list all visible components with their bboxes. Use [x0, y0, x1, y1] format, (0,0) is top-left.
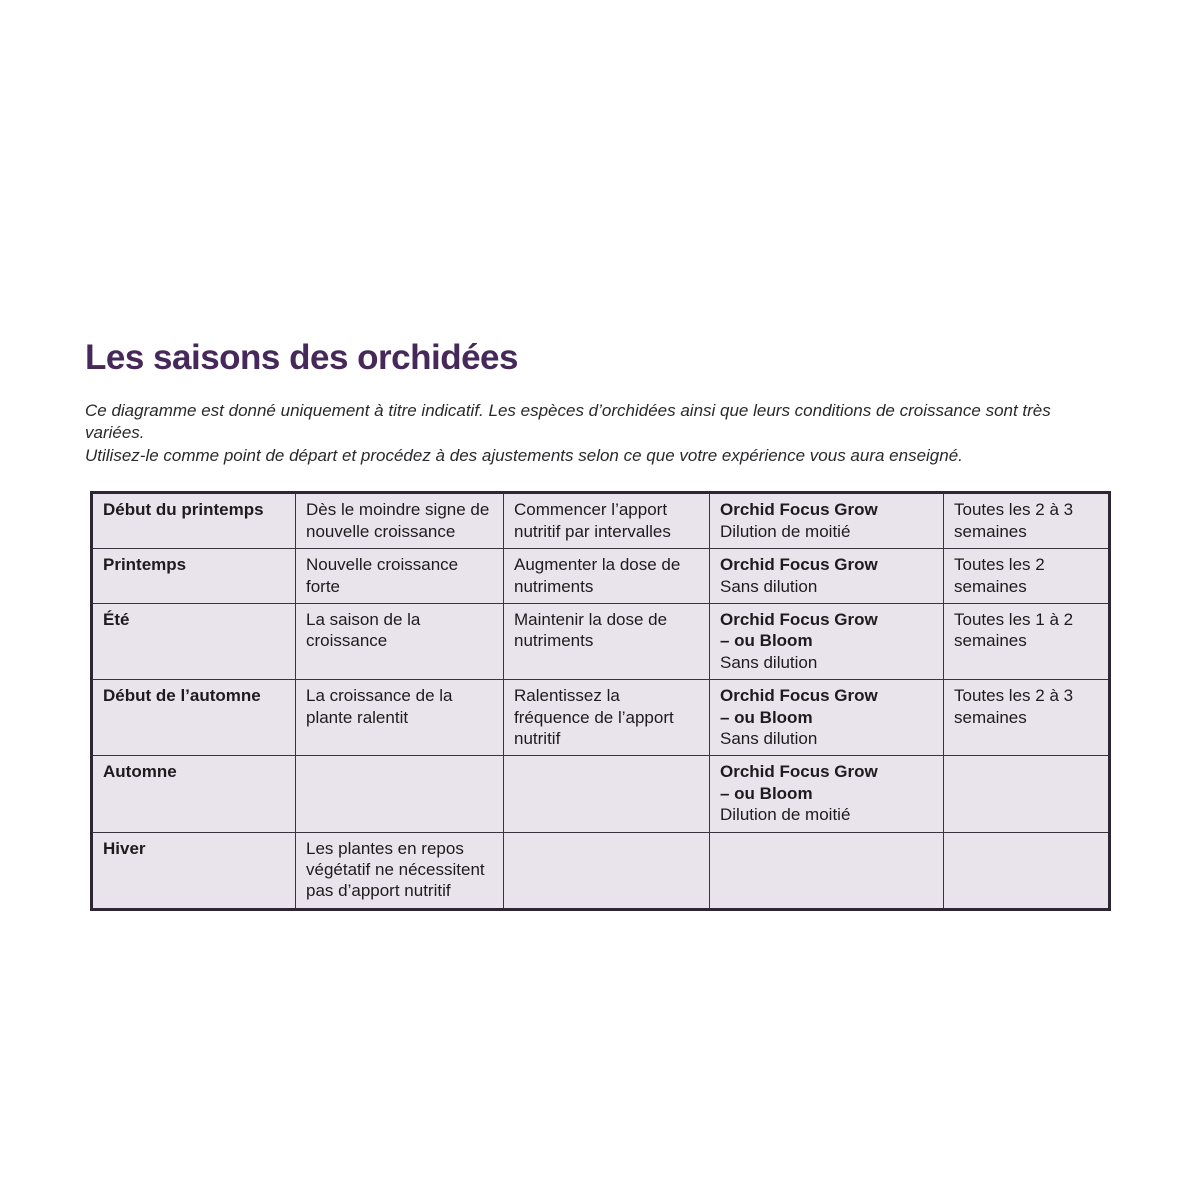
frequency-cell: Toutes les 2 à 3 semaines: [944, 493, 1110, 549]
product-cell: [710, 603, 944, 679]
action-cell: Ralentissez la fréquence de l’apport nutritif: [504, 680, 710, 756]
season-cell: Printemps: [92, 549, 296, 604]
action-cell: Commencer l’apport nutritif par intervalles: [504, 493, 710, 549]
action-cell: [504, 756, 710, 832]
signs-cell: La saison de la croissance: [296, 603, 504, 679]
signs-cell: Les plantes en repos végétatif ne nécessitent pas d’apport nutritif: [296, 832, 504, 909]
signs-cell: Dès le moindre signe de nouvelle croissance: [296, 493, 504, 549]
intro-paragraph: [85, 400, 1108, 467]
product-name: Orchid Focus Grow: [720, 609, 878, 629]
table-row: [92, 493, 1110, 549]
table-row: [92, 756, 1110, 832]
page-title: Les saisons des orchidées: [85, 338, 518, 377]
product-alt: – ou Bloom: [720, 783, 813, 803]
frequency-cell: Toutes les 2 semaines: [944, 549, 1110, 604]
product-name: Orchid Focus Grow: [720, 500, 878, 520]
season-cell: Automne: [92, 756, 296, 832]
action-cell: Maintenir la dose de nutriments: [504, 603, 710, 679]
orchid-seasons-table: [90, 491, 1111, 911]
product-cell: [710, 680, 944, 756]
action-cell: Augmenter la dose de nutriments: [504, 549, 710, 604]
frequency-cell: [944, 756, 1110, 832]
product-cell: [710, 493, 944, 549]
signs-cell: [296, 756, 504, 832]
intro-line-1: Ce diagramme est donné uniquement à titre indicatif. Les espèces d’orchidées ainsi que leurs conditions de croissance sont très variées.: [85, 401, 1051, 443]
intro-line-2: Utilisez-le comme point de départ et procédez à des ajustements selon ce que votre expérience vous aura enseigné.: [85, 445, 963, 465]
product-alt: – ou Bloom: [720, 631, 813, 651]
dilution-note: Dilution de moitié: [720, 805, 851, 825]
season-cell: Début de l’automne: [92, 680, 296, 756]
table-row: [92, 680, 1110, 756]
product-name: Orchid Focus Grow: [720, 555, 878, 575]
dilution-note: Sans dilution: [720, 576, 818, 596]
table-row: [92, 603, 1110, 679]
action-cell: [504, 832, 710, 909]
table-row: [92, 549, 1110, 604]
product-name: Orchid Focus Grow: [720, 686, 878, 706]
dilution-note: Sans dilution: [720, 728, 818, 748]
content-area: [85, 338, 1108, 911]
signs-cell: Nouvelle croissance forte: [296, 549, 504, 604]
season-cell: Été: [92, 603, 296, 679]
season-cell: Hiver: [92, 832, 296, 909]
signs-cell: La croissance de la plante ralentit: [296, 680, 504, 756]
season-cell: Début du printemps: [92, 493, 296, 549]
product-cell: [710, 549, 944, 604]
dilution-note: Sans dilution: [720, 652, 818, 672]
frequency-cell: Toutes les 1 à 2 semaines: [944, 603, 1110, 679]
product-cell: [710, 756, 944, 832]
product-cell: [710, 832, 944, 909]
frequency-cell: Toutes les 2 à 3 semaines: [944, 680, 1110, 756]
product-alt: – ou Bloom: [720, 707, 813, 727]
product-name: Orchid Focus Grow: [720, 762, 878, 782]
frequency-cell: [944, 832, 1110, 909]
table-row: [92, 832, 1110, 909]
dilution-note: Dilution de moitié: [720, 521, 851, 541]
